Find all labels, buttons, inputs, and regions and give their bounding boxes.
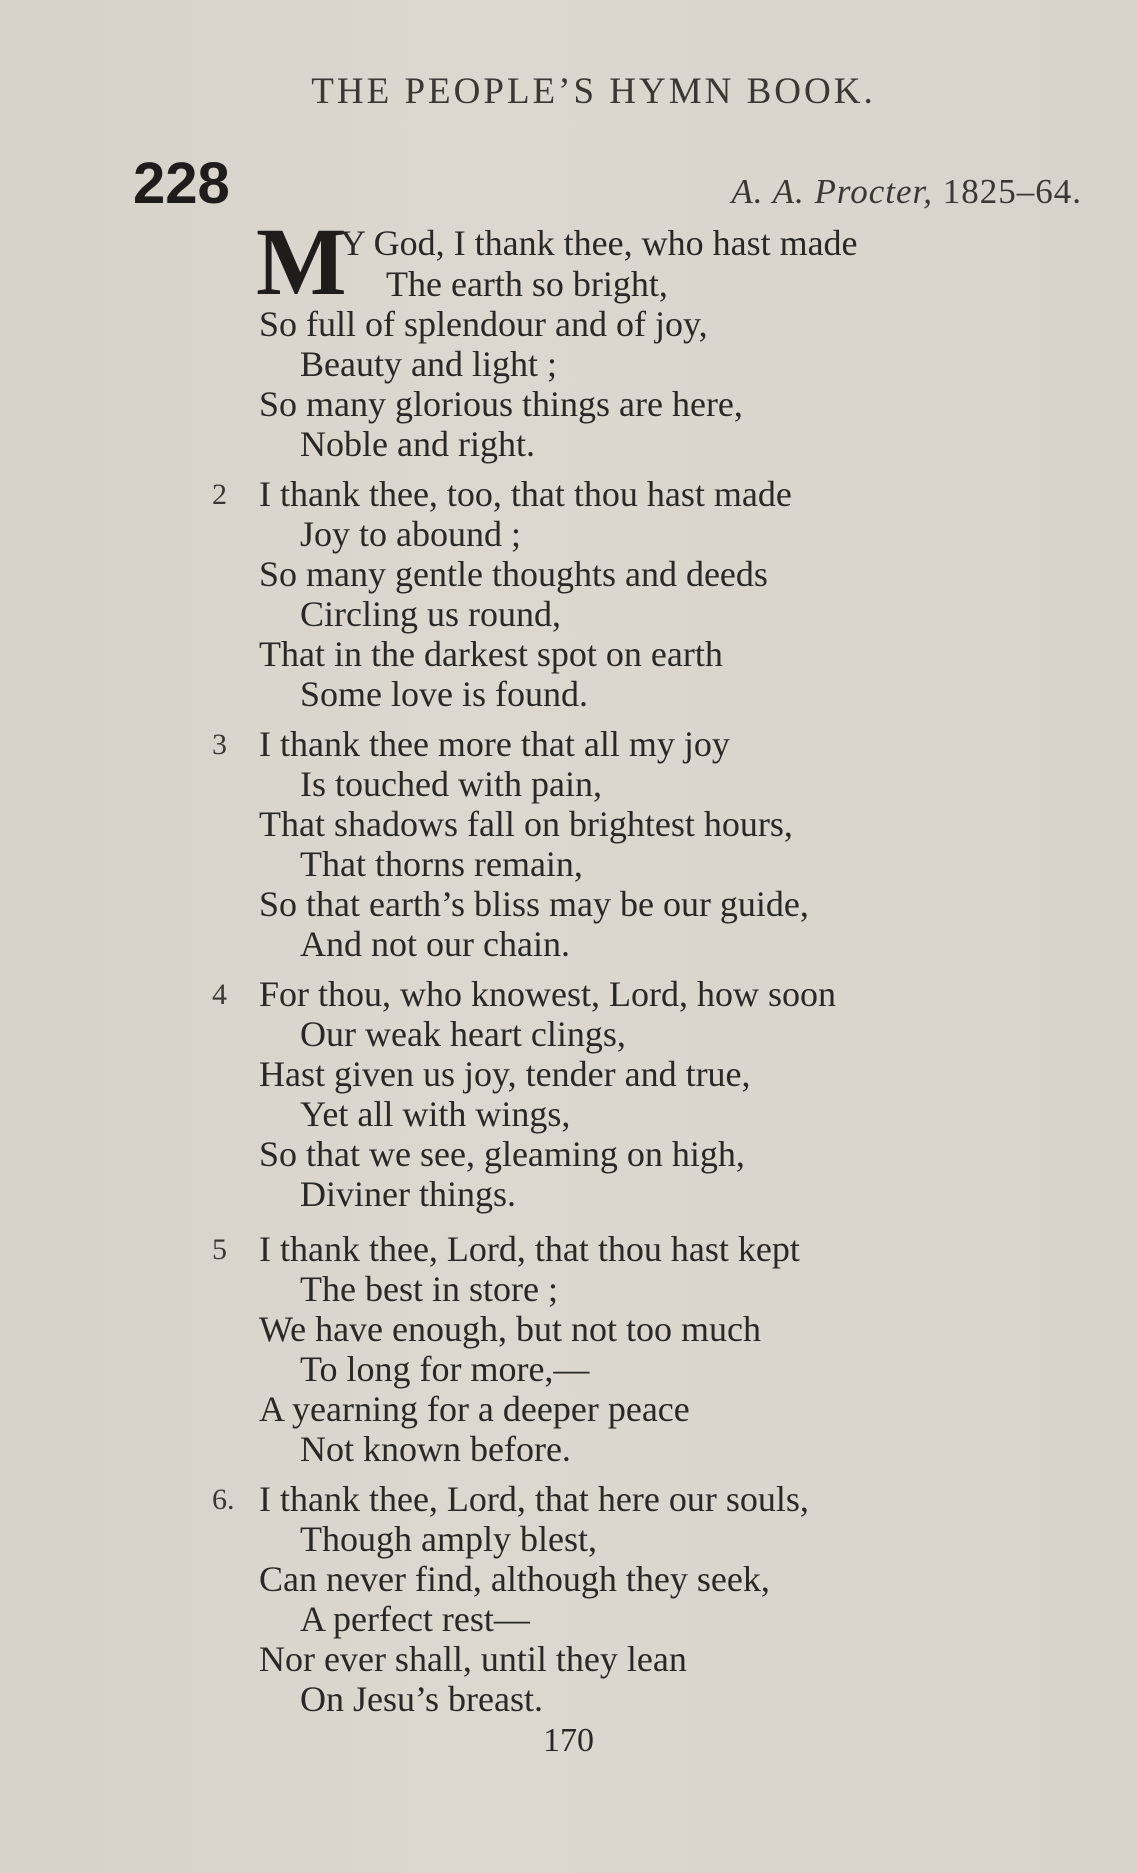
hymn-number: 228: [133, 151, 230, 216]
verse-number: 4: [212, 978, 227, 1011]
verse-3-line-6: And not our chain.: [300, 924, 570, 964]
verse-3-line-5: So that earth’s bliss may be our guide,: [259, 884, 809, 924]
author-name: A. A. Procter,: [731, 172, 933, 211]
verse-6-line-2: Though amply blest,: [300, 1519, 597, 1559]
verse-number: 3: [212, 728, 227, 761]
verse-5-line-5: A yearning for a deeper peace: [259, 1389, 690, 1429]
verse-3-line-1: I thank thee more that all my joy: [259, 724, 730, 764]
verse-3-line-3: That shadows fall on brightest hours,: [259, 804, 793, 844]
verse-number: 2: [212, 478, 227, 511]
verse-5-line-1: I thank thee, Lord, that thou hast kept: [259, 1229, 800, 1269]
verse-6-line-5: Nor ever shall, until they lean: [259, 1639, 687, 1679]
verse-1-line-4: Beauty and light ;: [300, 344, 557, 384]
verse-4-line-2: Our weak heart clings,: [300, 1014, 626, 1054]
verse-4-line-1: For thou, who knowest, Lord, how soon: [259, 974, 836, 1014]
verse-2-line-6: Some love is found.: [300, 674, 588, 714]
verse-1-line-5: So many glorious things are here,: [259, 384, 743, 424]
verse-2-line-4: Circling us round,: [300, 594, 561, 634]
verse-6-line-3: Can never find, although they seek,: [259, 1559, 770, 1599]
verse-5-line-6: Not known before.: [300, 1429, 571, 1469]
verse-number: 6.: [212, 1483, 235, 1516]
author-dates: 1825–64.: [942, 172, 1082, 211]
verse-4-line-4: Yet all with wings,: [300, 1094, 571, 1134]
verse-4-line-3: Hast given us joy, tender and true,: [259, 1054, 751, 1094]
verse-6-line-4: A perfect rest—: [300, 1599, 530, 1639]
verse-4-line-5: So that we see, gleaming on high,: [259, 1134, 745, 1174]
drop-cap: M: [256, 208, 347, 315]
verse-4-line-6: Diviner things.: [300, 1174, 516, 1214]
page-number: 170: [543, 1722, 594, 1759]
running-head: THE PEOPLE’S HYMN BOOK.: [311, 71, 876, 112]
verse-2-line-2: Joy to abound ;: [300, 514, 521, 554]
verse-3-line-2: Is touched with pain,: [300, 764, 602, 804]
verse-1-line-1: Y God, I thank thee, who hast made: [340, 223, 858, 263]
author-attribution: [731, 172, 1082, 212]
verse-5-line-2: The best in store ;: [300, 1269, 558, 1309]
verse-2-line-5: That in the darkest spot on earth: [259, 634, 723, 674]
verse-number: 5: [212, 1233, 227, 1266]
verse-2-line-1: I thank thee, too, that thou hast made: [259, 474, 792, 514]
verse-1-line-3: So full of splendour and of joy,: [259, 304, 708, 344]
verse-5-line-4: To long for more,—: [300, 1349, 590, 1389]
verse-6-line-6: On Jesu’s breast.: [300, 1679, 543, 1719]
verse-1-line-2: The earth so bright,: [386, 264, 668, 304]
verse-2-line-3: So many gentle thoughts and deeds: [259, 554, 768, 594]
verse-5-line-3: We have enough, but not too much: [259, 1309, 761, 1349]
verse-1-line-6: Noble and right.: [300, 424, 535, 464]
verse-3-line-4: That thorns remain,: [300, 844, 583, 884]
verse-6-line-1: I thank thee, Lord, that here our souls,: [259, 1479, 809, 1519]
